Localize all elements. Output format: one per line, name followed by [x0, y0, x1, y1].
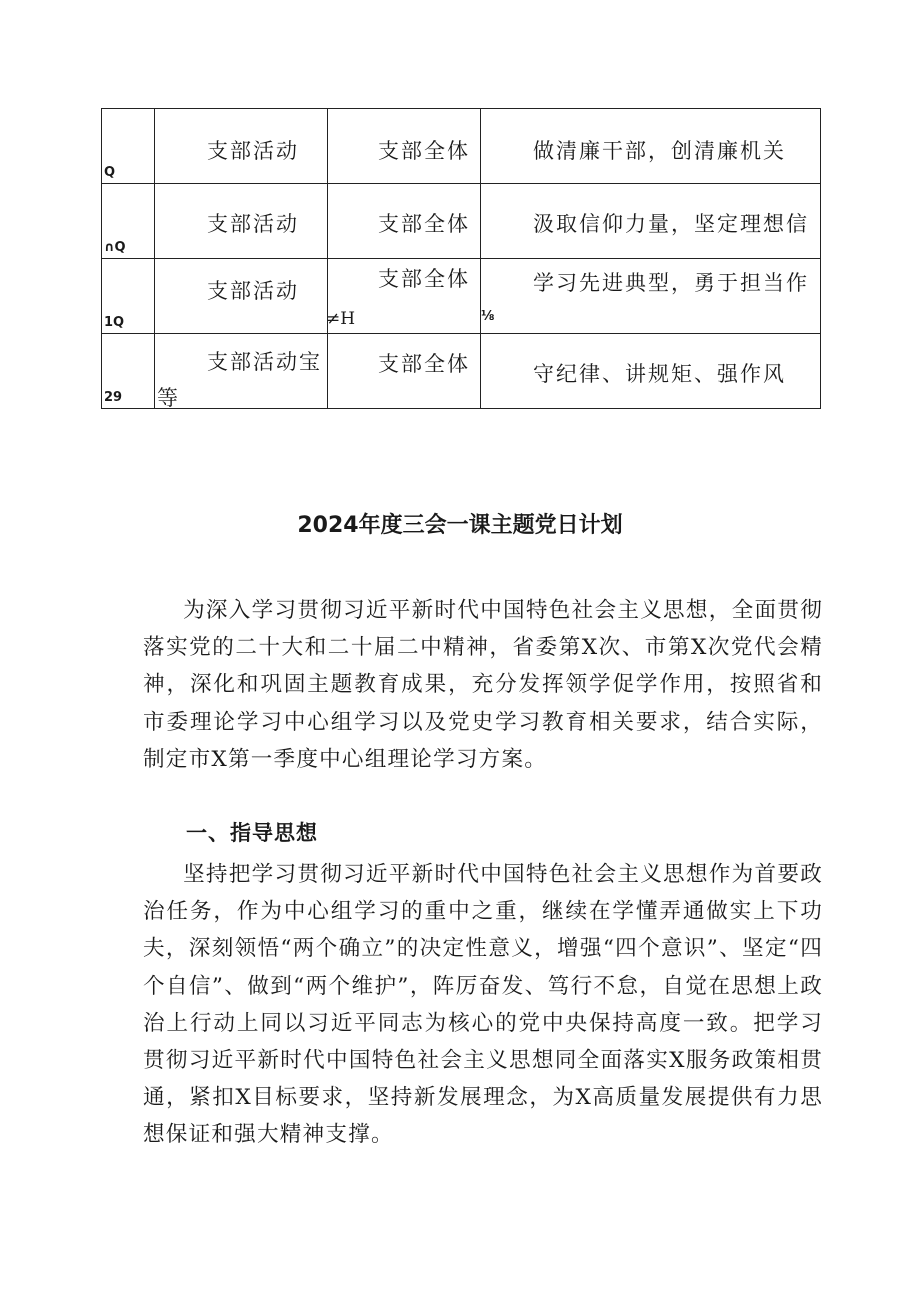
participants: 支部全体 [378, 139, 470, 163]
participants-cell [328, 334, 481, 409]
row-number-cell [102, 109, 155, 184]
row-number: Q [104, 165, 116, 180]
table-row [102, 259, 821, 334]
activity-type: 支部活动 [207, 279, 299, 303]
table-row [102, 334, 821, 409]
activity-type: 支部活动 [207, 212, 299, 236]
participants-cell [328, 259, 481, 334]
row-number-cell [102, 184, 155, 259]
theme-cell [481, 334, 821, 409]
participants: 支部全体 [378, 352, 470, 376]
activity-cell [155, 184, 328, 259]
theme-cell [481, 259, 821, 334]
activity-type: 支部活动宝 [207, 350, 322, 374]
activity-type: 支部活动 [207, 139, 299, 163]
row-number: 29 [104, 390, 123, 405]
intro-paragraph [143, 592, 823, 778]
activity-table [101, 108, 821, 409]
stray-mark: ⅛ [481, 309, 495, 324]
activity-cell [155, 109, 328, 184]
table-row [102, 184, 821, 259]
table-row [102, 109, 821, 184]
row-number-cell [102, 334, 155, 409]
activity-cell [155, 259, 328, 334]
row-number: 1Q [104, 315, 125, 330]
participants: 支部全体 [378, 267, 470, 291]
participants-cell [328, 184, 481, 259]
activity-theme: 汲取信仰力量，坚定理想信 [533, 212, 809, 236]
participants: 支部全体 [378, 212, 470, 236]
activity-theme: 守纪律、讲规矩、强作风 [533, 362, 786, 386]
intro-text: 为深入学习贯彻习近平新时代中国特色社会主义思想，全面贯彻落实党的二十大和二十届二中精神，省委第X次、市第X次党代会精神，深化和巩固主题教育成果，充分发挥领学促学作用，按照省和市委理论学习中心组学习以及党史学习教育相关要求，结合实际，制定市X第一季度中心组理论学习方案。 [143, 598, 823, 772]
theme-cell [481, 184, 821, 259]
row-number: ∩Q [104, 240, 126, 255]
activity-theme: 学习先进典型，勇于担当作 [533, 271, 809, 295]
stray-mark: ≠H [326, 309, 356, 329]
section-heading: 一、指导思想 [186, 821, 318, 845]
participants-cell [328, 109, 481, 184]
guiding-thought-paragraph [143, 856, 823, 1154]
activity-type-tail: 等 [157, 386, 180, 410]
theme-cell [481, 109, 821, 184]
guiding-thought-text: 坚持把学习贯彻习近平新时代中国特色社会主义思想作为首要政治任务，作为中心组学习的重中之重，继续在学懂弄通做实上下功夫，深刻领悟“两个确立”的决定性意义，增强“四个意识”、坚定“四个自信”、做到“两个维护”，阵厉奋发、笃行不怠，自觉在思想上政治上行动上同以习近平同志为核心的党中央保持高度一致。把学习贯彻习近平新时代中国特色社会主义思想同全面落实X服务政策相贯通，紧扣X目标要求，坚持新发展理念，为X高质量发展提供有力思想保证和强大精神支撑。 [143, 862, 823, 1148]
row-number-cell [102, 259, 155, 334]
activity-cell [155, 334, 328, 409]
activity-theme: 做清廉干部，创清廉机关 [533, 139, 786, 163]
document-title: 2024年度三会一课主题党日计划 [297, 513, 623, 538]
